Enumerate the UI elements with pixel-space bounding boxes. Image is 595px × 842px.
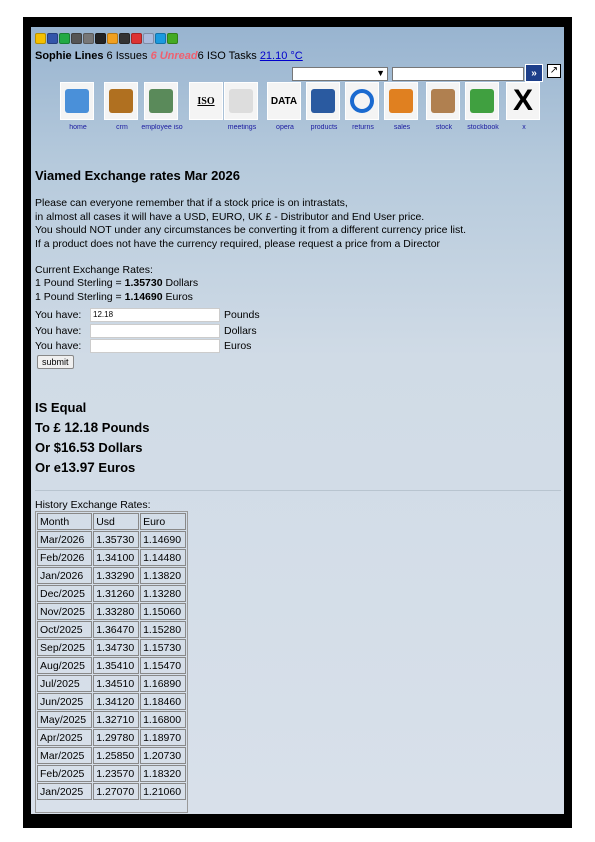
history-header-row <box>37 513 186 530</box>
history-cell: Dec/2025 <box>37 585 92 602</box>
sales-chart-icon-glyph <box>389 89 413 113</box>
house-icon-glyph <box>65 89 89 113</box>
history-cell: 1.23570 <box>93 765 139 782</box>
history-cell: Mar/2025 <box>37 747 92 764</box>
toolbar-label: meetings <box>227 124 257 131</box>
toolbar-item-iso[interactable] <box>186 82 226 124</box>
history-cell: 1.35730 <box>93 531 139 548</box>
note-line: Please can everyone remember that if a stock price is on intrastats, <box>35 197 348 209</box>
table-row <box>37 747 186 764</box>
toolbar-label: stockbook <box>467 124 499 131</box>
history-cell: Nov/2025 <box>37 603 92 620</box>
history-table <box>36 512 187 801</box>
x-icon <box>506 82 540 120</box>
table-row <box>37 675 186 692</box>
history-cell: May/2025 <box>37 711 92 728</box>
toolbar-label: sales <box>393 124 411 131</box>
table-row <box>37 567 186 584</box>
table-row <box>37 729 186 746</box>
returns-arrow-icon <box>345 82 379 120</box>
history-cell: 1.36470 <box>93 621 139 638</box>
history-cell: 1.14690 <box>140 531 186 548</box>
note-line: You should NOT under any circumstances be converting it from a different currency price list. <box>35 224 467 237</box>
box-icon <box>426 82 460 120</box>
dollars-input[interactable] <box>90 324 220 338</box>
history-cell: 1.18970 <box>140 729 186 746</box>
result-euros <box>35 458 149 478</box>
iso-icon <box>189 82 223 120</box>
history-cell: 1.34100 <box>93 549 139 566</box>
table-row <box>37 531 186 548</box>
eur-rate-value: 1.14690 <box>124 290 163 303</box>
toolbar-item-employee-iso[interactable] <box>141 82 181 131</box>
history-cell: Apr/2025 <box>37 729 92 746</box>
returns-arrow-icon-glyph <box>350 89 374 113</box>
notepad-icon-glyph <box>229 89 253 113</box>
history-cell: 1.16800 <box>140 711 186 728</box>
history-cell: 1.34730 <box>93 639 139 656</box>
recycle-icon[interactable] <box>59 33 70 44</box>
usd-rate-line <box>35 277 198 290</box>
result-dollars-prefix: Or $ <box>35 440 62 455</box>
toolbar-icon-text: X <box>512 84 533 117</box>
result-dollars-unit: Dollars <box>94 440 143 455</box>
pounds-label: You have: <box>35 309 82 321</box>
conversion-result <box>35 398 149 478</box>
toolbar <box>57 82 547 136</box>
current-rates-heading: Current Exchange Rates: <box>35 264 153 276</box>
history-cell: 1.20730 <box>140 747 186 764</box>
history-cell: 1.31260 <box>93 585 139 602</box>
result-dollars <box>35 438 149 458</box>
temperature-link[interactable]: 21.10 °C <box>259 50 303 62</box>
table-row <box>37 585 186 602</box>
page-title: Viamed Exchange rates Mar 2026 <box>35 168 240 183</box>
iso-tasks-count[interactable]: 6 ISO Tasks <box>197 50 257 62</box>
toolbar-item-meetings[interactable] <box>221 82 261 131</box>
toolbar-label: stock <box>435 124 453 131</box>
toolbar-item-sales[interactable] <box>381 82 421 131</box>
history-table-container <box>35 511 188 813</box>
dollars-label: You have: <box>35 325 82 337</box>
history-cell: Oct/2025 <box>37 621 92 638</box>
history-cell: 1.25850 <box>93 747 139 764</box>
star-icon[interactable] <box>35 33 46 44</box>
currency-note <box>35 197 466 251</box>
notepad-icon <box>224 82 258 120</box>
toolbar-label: home <box>69 124 87 131</box>
result-heading: IS Equal <box>35 400 87 415</box>
history-cell: Mar/2026 <box>37 531 92 548</box>
euros-input[interactable] <box>90 339 220 353</box>
history-cell: Aug/2025 <box>37 657 92 674</box>
eur-rate-line <box>35 291 198 304</box>
history-header-cell: Month <box>37 513 92 530</box>
table-row <box>37 765 186 782</box>
euros-label: You have: <box>35 340 82 352</box>
document-icon[interactable] <box>95 33 106 44</box>
page-content <box>31 27 564 814</box>
history-cell: 1.35410 <box>93 657 139 674</box>
toolbar-label: employee iso <box>141 124 183 131</box>
chevron-down-icon: ▼ <box>376 68 385 78</box>
table-row <box>37 639 186 656</box>
toolbar-icon-text: ISO <box>197 95 215 107</box>
opera-data-icon <box>267 82 301 120</box>
toolbar-item-crm[interactable] <box>101 82 141 131</box>
history-cell: 1.34510 <box>93 675 139 692</box>
history-cell: 1.16890 <box>140 675 186 692</box>
history-cell: 1.33290 <box>93 567 139 584</box>
history-cell: 1.21060 <box>140 783 186 800</box>
toolbar-item-home[interactable] <box>57 82 97 131</box>
history-cell: 1.14480 <box>140 549 186 566</box>
usd-rate-unit: Dollars <box>162 277 199 290</box>
history-cell: 1.13820 <box>140 567 186 584</box>
skype-icon[interactable] <box>155 33 166 44</box>
history-cell: Jan/2025 <box>37 783 92 800</box>
pounds-unit: Pounds <box>224 309 260 321</box>
euros-unit: Euros <box>224 340 252 352</box>
android-icon[interactable] <box>167 33 178 44</box>
euros-row <box>35 339 251 353</box>
toolbar-item-stock[interactable] <box>423 82 463 131</box>
toolbar-item-products[interactable] <box>303 82 343 131</box>
sales-chart-icon <box>384 82 418 120</box>
employees-icon-glyph <box>149 89 173 113</box>
note-line: If a product does not have the currency required, please request a price from a Director <box>35 237 441 250</box>
usd-rate-value: 1.35730 <box>124 277 163 290</box>
help-icon[interactable] <box>107 33 118 44</box>
search-category-select[interactable] <box>292 67 388 81</box>
issues-count[interactable]: 6 Issues <box>106 50 148 62</box>
history-cell: Jul/2025 <box>37 675 92 692</box>
history-cell: 1.15730 <box>140 639 186 656</box>
result-pounds-value: 12.18 <box>64 420 99 435</box>
result-euros-prefix: Or e <box>35 460 62 475</box>
treasure-chest-icon-glyph <box>109 89 133 113</box>
toolbar-item-opera[interactable] <box>264 82 304 131</box>
history-cell: 1.27070 <box>93 783 139 800</box>
table-row <box>37 549 186 566</box>
toolbar-label: crm <box>116 124 128 131</box>
history-cell: Jun/2025 <box>37 693 92 710</box>
phone-icon[interactable] <box>47 33 58 44</box>
pounds-row <box>35 308 260 322</box>
search-input[interactable] <box>392 67 524 81</box>
status-icon-bar <box>35 33 178 44</box>
pounds-input[interactable]: 12.18 <box>90 308 220 322</box>
book-icon-glyph <box>470 89 494 113</box>
history-cell: 1.32710 <box>93 711 139 728</box>
history-cell: 1.34120 <box>93 693 139 710</box>
history-cell: Feb/2025 <box>37 765 92 782</box>
house-icon <box>60 82 94 120</box>
result-pounds-prefix: To £ <box>35 420 65 435</box>
search-go-button[interactable]: » <box>525 64 543 82</box>
globe-icon[interactable] <box>71 33 82 44</box>
popout-icon[interactable]: ↗ <box>547 64 561 78</box>
result-pounds <box>35 418 149 438</box>
result-euros-unit: Euros <box>94 460 136 475</box>
table-row <box>37 783 186 800</box>
eur-rate-unit: Euros <box>162 290 193 303</box>
table-row <box>37 693 186 710</box>
history-cell: Jan/2026 <box>37 567 92 584</box>
toolbar-label: returns <box>352 124 374 131</box>
divider <box>35 490 561 491</box>
history-header-cell: Usd <box>93 513 139 530</box>
history-cell: 1.18460 <box>140 693 186 710</box>
user-status-line <box>35 50 303 62</box>
toolbar-item-x[interactable] <box>503 82 543 131</box>
history-cell: 1.33280 <box>93 603 139 620</box>
recycle-red-icon[interactable] <box>131 33 142 44</box>
grid-icon[interactable] <box>83 33 94 44</box>
toolbar-label: opera <box>276 124 294 131</box>
history-cell: 1.29780 <box>93 729 139 746</box>
toolbar-item-stockbook[interactable] <box>462 82 502 131</box>
history-cell: 1.15280 <box>140 621 186 638</box>
result-euros-value: 13.97 <box>61 460 95 475</box>
gears-icon-glyph <box>311 89 335 113</box>
history-label: History Exchange Rates: <box>35 499 151 511</box>
table-row <box>37 603 186 620</box>
book-icon <box>465 82 499 120</box>
toolbar-icon-text: DATA <box>270 95 298 107</box>
usd-rate-prefix: 1 Pound Sterling = <box>35 277 125 290</box>
table-row <box>37 711 186 728</box>
info-icon[interactable] <box>119 33 130 44</box>
unread-count[interactable]: 6 Unread <box>150 50 198 62</box>
history-cell: 1.13280 <box>140 585 186 602</box>
dollars-row <box>35 324 257 338</box>
chart-icon[interactable] <box>143 33 154 44</box>
history-cell: Sep/2025 <box>37 639 92 656</box>
user-name: Sophie Lines <box>35 50 104 62</box>
table-row <box>37 621 186 638</box>
history-cell: 1.15060 <box>140 603 186 620</box>
note-line: in almost all cases it will have a USD, EURO, UK £ - Distributor and End User price. <box>35 210 425 223</box>
gears-icon <box>306 82 340 120</box>
eur-rate-prefix: 1 Pound Sterling = <box>35 290 125 303</box>
treasure-chest-icon <box>104 82 138 120</box>
current-rates <box>35 264 198 304</box>
result-dollars-value: 16.53 <box>61 440 95 455</box>
toolbar-item-returns[interactable] <box>342 82 382 131</box>
table-row <box>37 657 186 674</box>
history-header-cell: Euro <box>140 513 186 530</box>
employees-icon <box>144 82 178 120</box>
toolbar-label: products <box>310 124 338 131</box>
submit-button[interactable]: submit <box>37 355 74 369</box>
dollars-unit: Dollars <box>224 325 257 337</box>
toolbar-label: x <box>522 124 526 131</box>
result-pounds-unit: Pounds <box>98 420 150 435</box>
history-cell: 1.15470 <box>140 657 186 674</box>
history-cell: 1.18320 <box>140 765 186 782</box>
box-icon-glyph <box>431 89 455 113</box>
history-cell: Feb/2026 <box>37 549 92 566</box>
